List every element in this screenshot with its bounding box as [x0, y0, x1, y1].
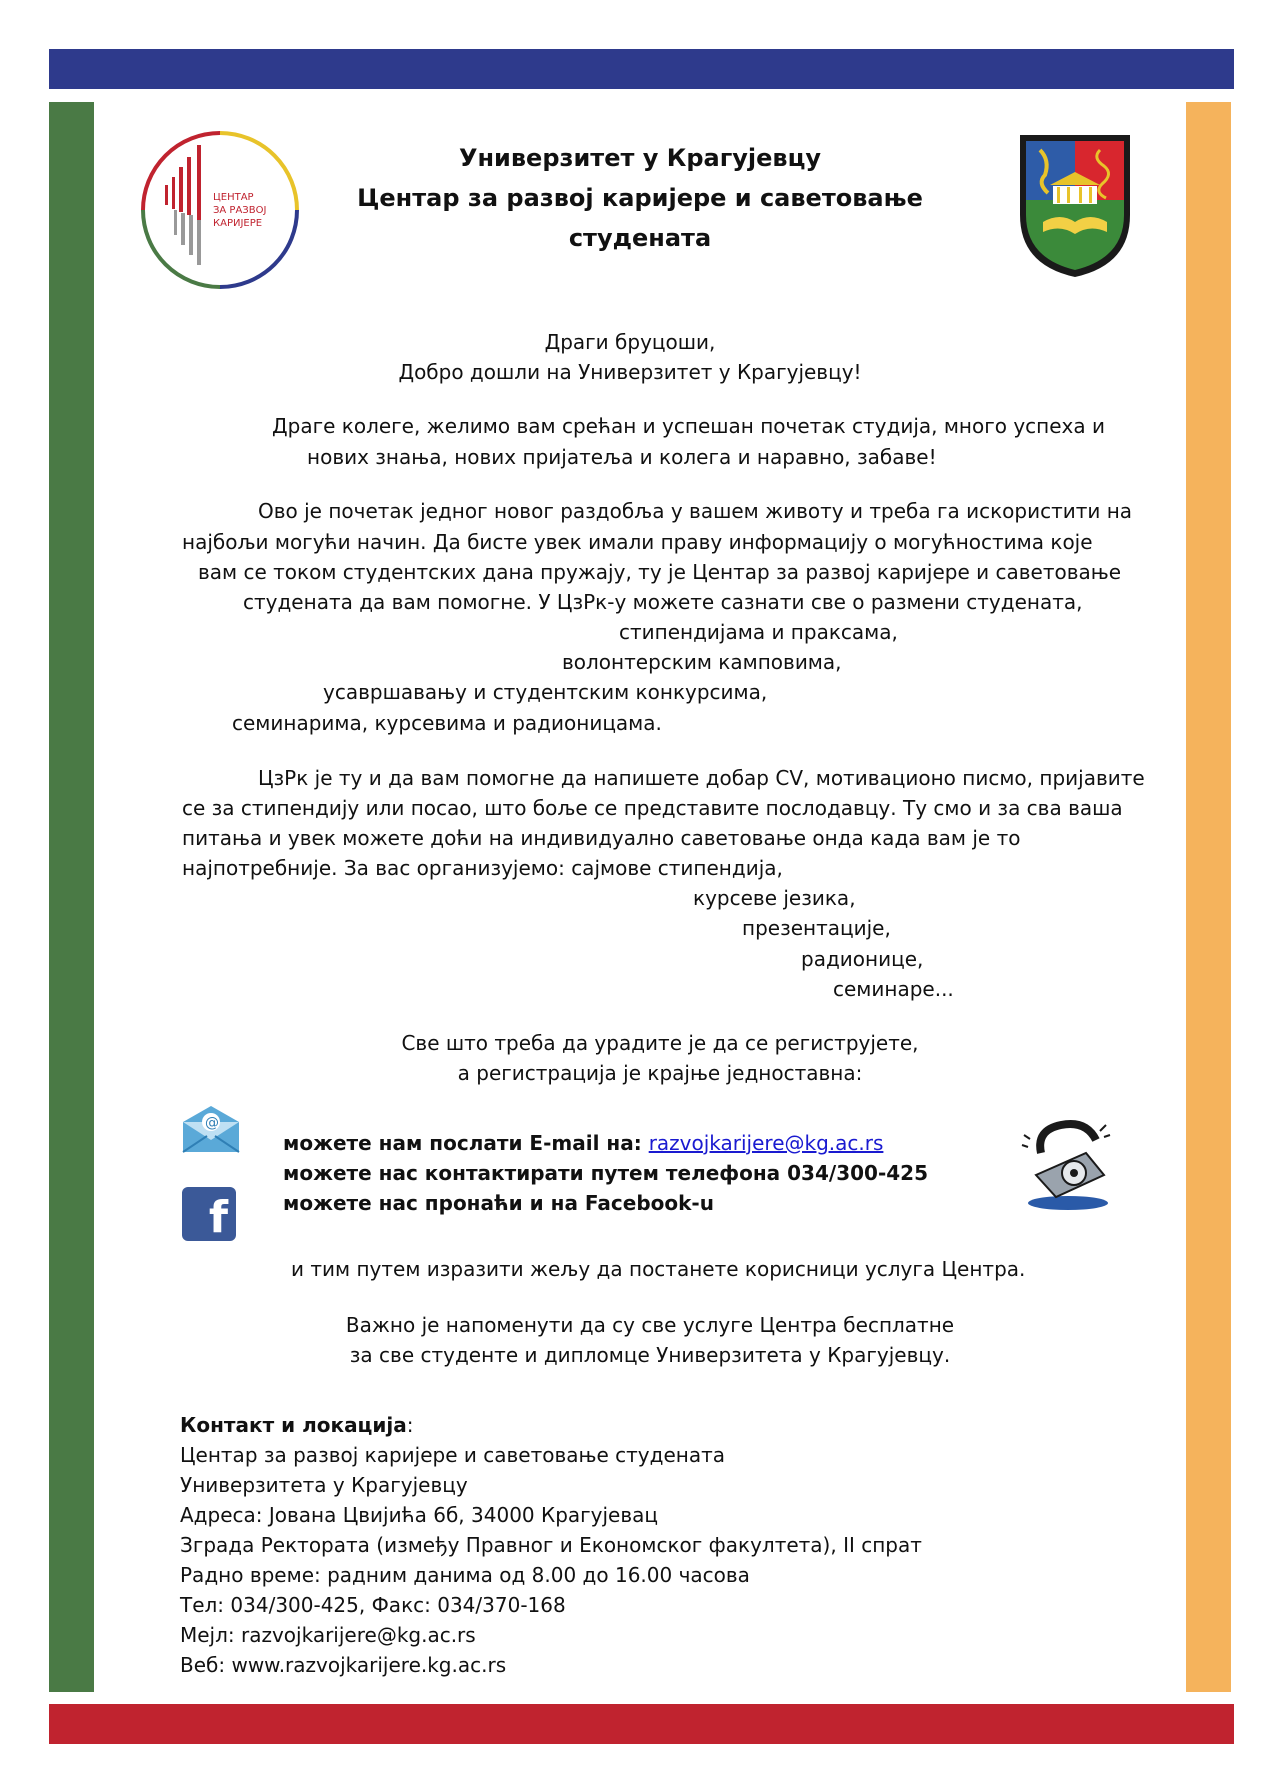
para3-line-6: презентације, [742, 916, 891, 940]
footer-heading: Контакт и локација [180, 1413, 407, 1437]
svg-text:@: @ [205, 1115, 219, 1131]
note-line-1: Важно је напоменути да су све услуге Центра бесплатне [345, 1313, 955, 1337]
para3-line-5: курсеве језика, [693, 886, 856, 910]
para1-line-1: Драге колеге, желимо вам срећан и успешан почетак студија, много успеха и [272, 414, 1106, 438]
footer-line-1: Центар за развој каријере и саветовање студената [180, 1443, 725, 1467]
footer-line-6: Тел: 034/300-425, Факс: 034/370-168 [180, 1593, 566, 1617]
phone-option: можете нас контактирати путем телефона 034/300-425 [283, 1161, 928, 1185]
logo-text-2: ЗА РАЗВОЈ [213, 205, 267, 216]
footer-email: Мејл: razvojkarijere@kg.ac.rs [180, 1623, 476, 1647]
email-label: можете нам послати E-mail на: [283, 1131, 642, 1155]
greeting-line-2: Добро дошли на Универзитет у Крагујевцу! [398, 360, 862, 384]
logo-text-1: ЦЕНТАР [213, 192, 254, 203]
footer-line-2: Универзитета у Крагујевцу [180, 1473, 468, 1497]
para2-line-3: вам се током студентских дана пружају, ту је Центар за развој каријере и саветовање [198, 560, 1122, 584]
register-line-2: а регистрација је крајње једноставна: [457, 1061, 863, 1085]
para3-line-7: радионице, [801, 947, 924, 971]
para2-line-7: усавршавању и студентским конкурсима, [323, 680, 768, 704]
footer-heading-row [180, 1410, 922, 1440]
footer-web: Веб: www.razvojkarijere.kg.ac.rs [180, 1653, 507, 1677]
page-header [330, 138, 950, 258]
telephone-icon [1016, 1115, 1116, 1215]
para2-line-5: стипендијама и праксама, [619, 620, 898, 644]
footer-line-5: Радно време: радним данима од 8.00 до 16.00 часова [180, 1563, 750, 1587]
register-line-1: Све што треба да урадите је да се региструјете, [401, 1031, 919, 1055]
para3-line-1: ЦзРк је ту и да вам помогне да напишете добар CV, мотивационо писмо, пријавите [258, 766, 1145, 790]
logo-text-3: КАРИЈЕРЕ [213, 218, 263, 229]
after-contact-text: и тим путем изразити жељу да постанете корисници услуга Центра. [291, 1257, 1026, 1281]
footer-line-3: Адреса: Јована Цвијића 6б, 34000 Крагујевац [180, 1503, 659, 1527]
para3-line-3: питања и увек можете доћи на индивидуално саветовање онда када вам је то [182, 826, 1021, 850]
header-students: студената [568, 224, 712, 252]
facebook-icon: f [182, 1187, 236, 1241]
header-center: Центар за развој каријере и саветовање [357, 184, 923, 212]
para2-line-6: волонтерским камповима, [562, 650, 842, 674]
para2-line-4: студената да вам помогне. У ЦзРк-у можете сазнати све о размени студената, [243, 590, 1083, 614]
header-university: Универзитет у Крагујевцу [458, 144, 822, 172]
right-color-bar [1186, 102, 1231, 1692]
email-icon [177, 1100, 245, 1160]
note-line-2: за све студенте и дипломце Универзитета у Крагујевцу. [349, 1343, 951, 1367]
top-color-bar [49, 49, 1234, 89]
facebook-option: можете нас пронаћи и на Facebook-u [283, 1191, 714, 1215]
greeting [300, 327, 960, 387]
para3-line-8: семинаре... [833, 977, 954, 1001]
para1-line-2: нових знања, нових пријатеља и колега и наравно, забаве! [307, 445, 937, 469]
email-option [283, 1128, 883, 1158]
left-color-bar [49, 102, 94, 1692]
para3-line-4: најпотребније. За вас организујемо: сајмове стипендија, [182, 856, 783, 880]
footer-heading-colon: : [406, 1413, 414, 1437]
greeting-line-1: Драги бруцоши, [544, 330, 716, 354]
para3-line-2: се за стипендију или посао, што боље се представите послодавцу. Ту смо и за сва ваша [182, 796, 1123, 820]
para2-line-8: семинарима, курсевима и радионицама. [232, 711, 662, 735]
free-services-note [300, 1310, 1000, 1370]
bottom-color-bar [49, 1704, 1234, 1744]
footer-line-4: Зграда Ректората (између Правног и Економског факултета), II спрат [180, 1533, 922, 1557]
university-crest-icon [1015, 130, 1135, 280]
para2-line-2: најбољи могући начин. Да бисте увек имали праву информацију о могућностима које [182, 530, 1093, 554]
para2-line-1: Ово је почетак једног новог раздобља у вашем животу и треба га искористити на [258, 499, 1133, 523]
career-center-logo [135, 125, 305, 295]
register-text [330, 1028, 990, 1088]
footer-contact [180, 1410, 922, 1680]
email-link[interactable]: razvojkarijere@kg.ac.rs [648, 1131, 884, 1155]
